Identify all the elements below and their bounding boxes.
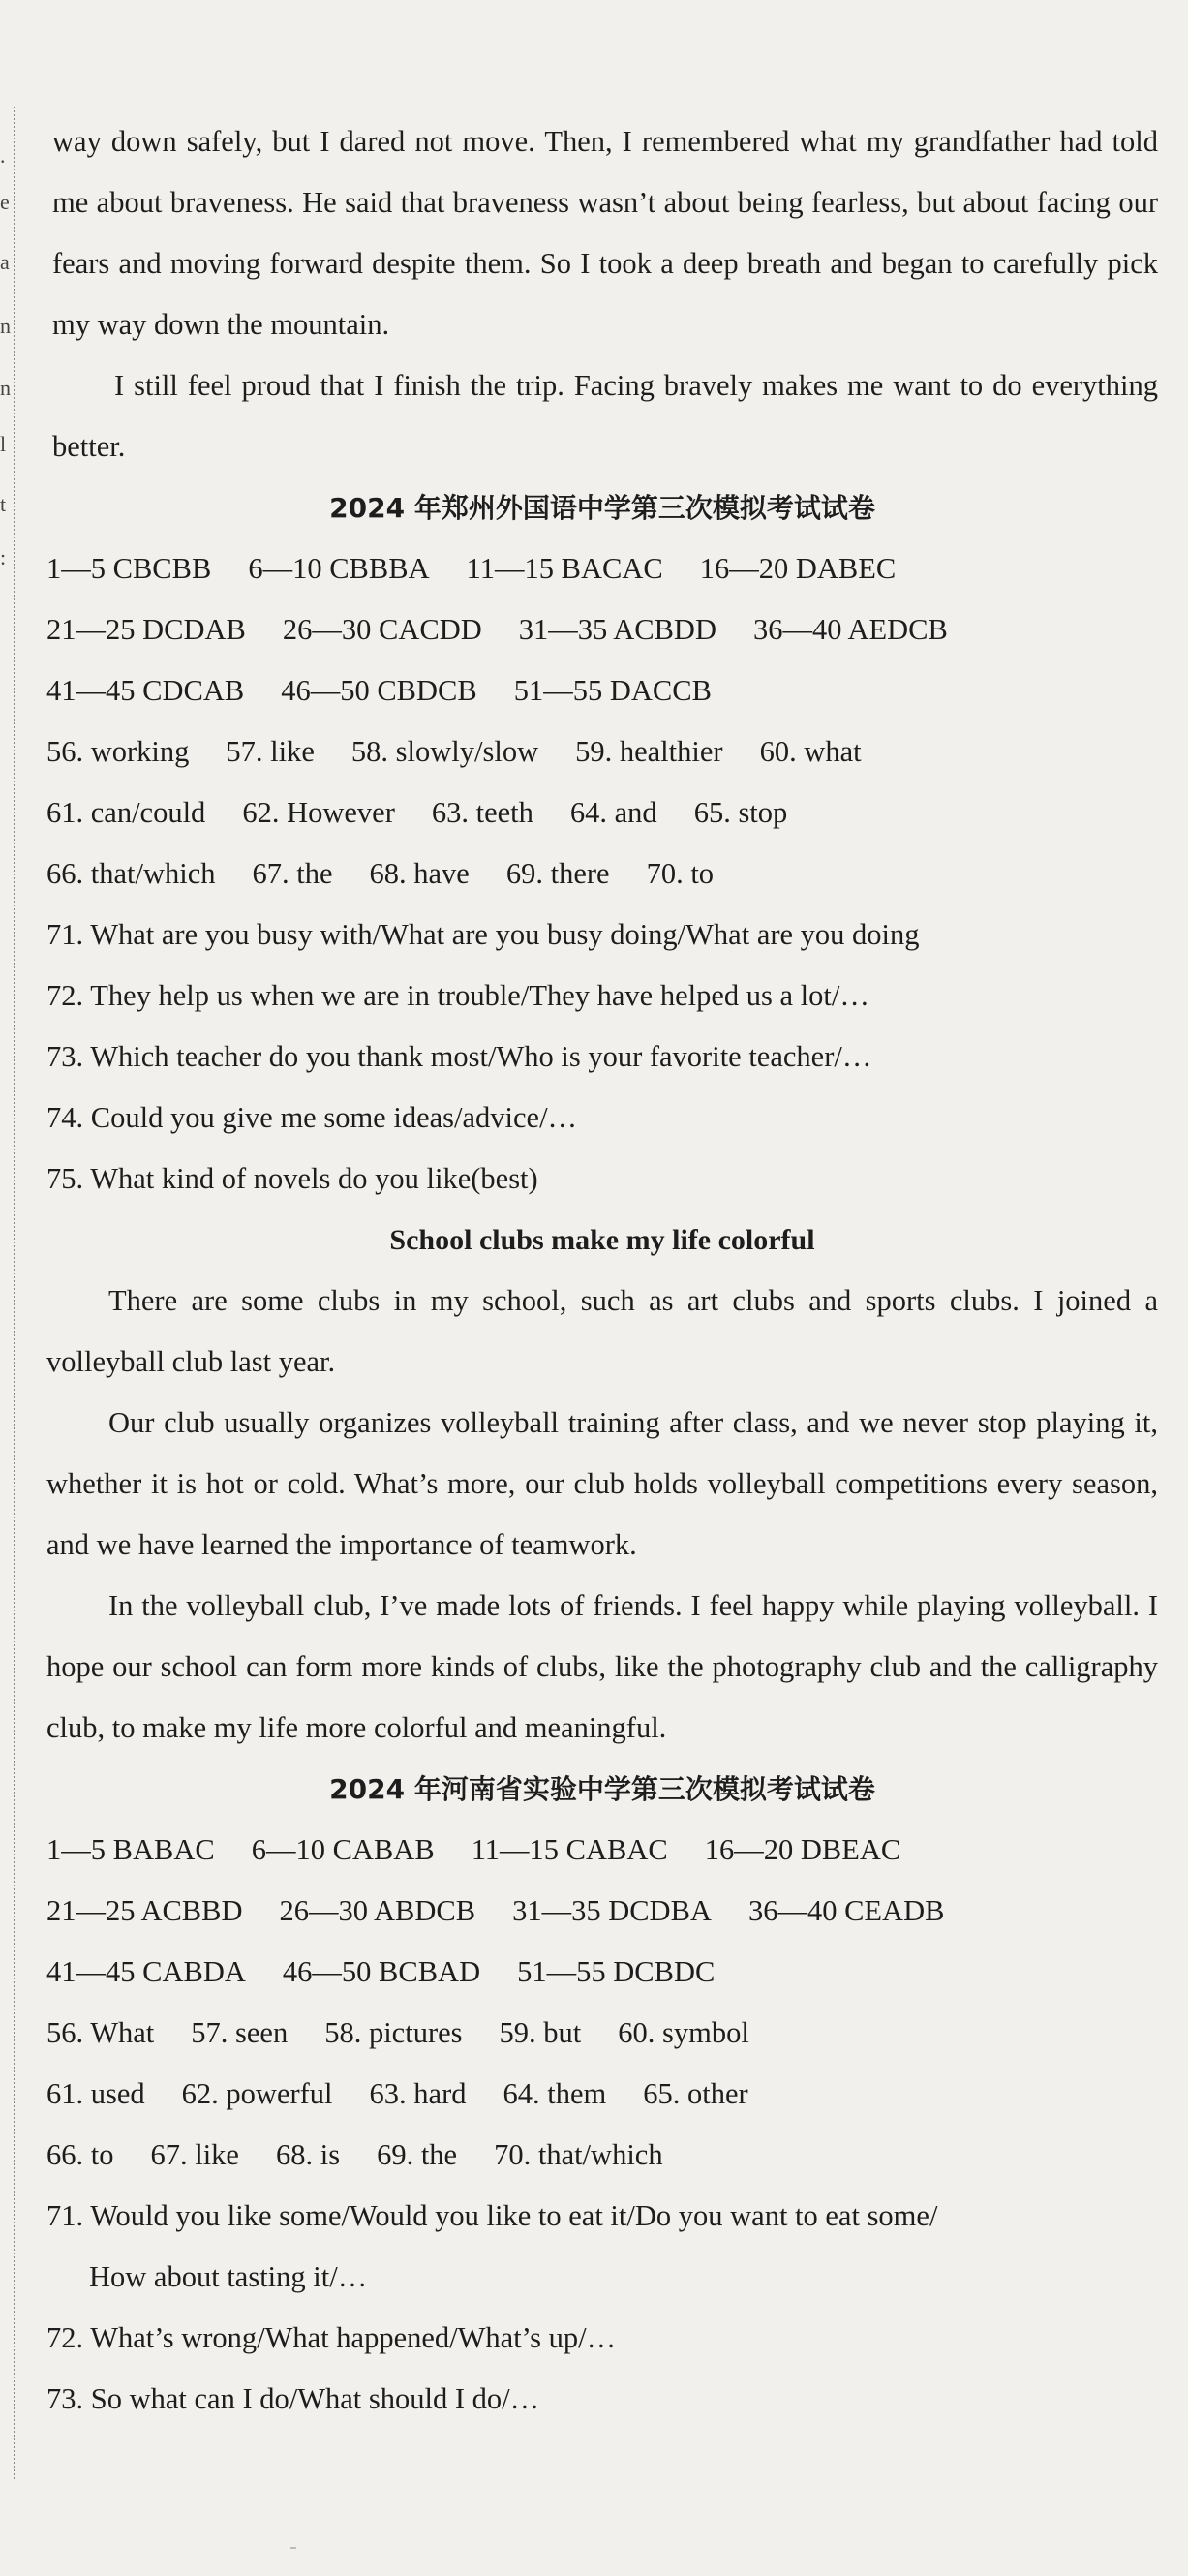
mc-group: 16—20 DABEC xyxy=(699,552,897,585)
essay-title: School clubs make my life colorful xyxy=(389,1224,815,1256)
mc-group: 26—30 CACDD xyxy=(282,613,482,646)
fill-row xyxy=(46,843,1158,905)
mc-group: 31—35 ACBDD xyxy=(518,613,716,646)
sentence-answers xyxy=(46,2186,1158,2430)
mc-group: 6—10 CABAB xyxy=(251,1833,435,1866)
margin-mark: t xyxy=(0,492,7,516)
answer-page xyxy=(46,111,1158,2430)
mc-group: 31—35 DCDBA xyxy=(512,1894,712,1927)
binding-margin-line xyxy=(14,107,15,2479)
sentence-answer: 71. What are you busy with/What are you busy doing/What are you doing xyxy=(46,918,920,951)
mc-answers xyxy=(46,1820,1158,2003)
mc-group: 6—10 CBBBA xyxy=(248,552,430,585)
section-title: 2024 年河南省实验中学第三次模拟考试试卷 xyxy=(329,1773,875,1805)
mc-group: 21—25 DCDAB xyxy=(46,613,246,646)
essay-paragraph: There are some clubs in my school, such as art clubs and sports clubs. I joined a volleyball club last year. xyxy=(46,1284,1158,1378)
fill-answer: 61. used xyxy=(46,2077,145,2110)
fill-answers xyxy=(46,721,1158,905)
mc-group: 46—50 CBDCB xyxy=(281,674,477,707)
fill-row xyxy=(46,2064,1158,2125)
mc-group: 21—25 ACBBD xyxy=(46,1894,243,1927)
fill-answer: 67. like xyxy=(150,2138,239,2171)
fill-answer: 66. that/which xyxy=(46,857,216,890)
fill-answer: 69. there xyxy=(505,857,610,890)
mc-row xyxy=(46,599,1158,660)
fill-answer: 61. can/could xyxy=(46,796,206,829)
mc-group: 11—15 CABAC xyxy=(471,1833,668,1866)
margin-mark: e xyxy=(0,190,10,214)
mc-group: 26—30 ABDCB xyxy=(279,1894,476,1927)
sentence-answers xyxy=(46,905,1158,1210)
fill-answer: 70. that/which xyxy=(494,2138,663,2171)
fill-answer: 62. powerful xyxy=(181,2077,333,2110)
mc-group: 1—5 BABAC xyxy=(46,1833,215,1866)
fill-answers xyxy=(46,2003,1158,2186)
mc-group: 16—20 DBEAC xyxy=(704,1833,901,1866)
fill-row xyxy=(46,2125,1158,2186)
margin-mark: n xyxy=(0,376,11,400)
mc-group: 51—55 DACCB xyxy=(513,674,712,707)
fill-answer: 67. the xyxy=(252,857,333,890)
fill-row xyxy=(46,2003,1158,2064)
margin-mark: a xyxy=(0,250,10,274)
fill-answer: 58. slowly/slow xyxy=(350,735,539,768)
mc-group: 46—50 BCBAD xyxy=(282,1955,481,1988)
fill-answer: 59. healthier xyxy=(575,735,723,768)
fill-answer: 59. but xyxy=(499,2016,582,2049)
sentence-answer: 75. What kind of novels do you like(best) xyxy=(46,1162,538,1195)
mc-row xyxy=(46,1820,1158,1881)
section-title: 2024 年郑州外国语中学第三次模拟考试试卷 xyxy=(329,492,875,524)
mc-group: 36—40 AEDCB xyxy=(753,613,948,646)
scan-speck xyxy=(290,2547,296,2549)
fill-row xyxy=(46,721,1158,782)
fill-answer: 68. is xyxy=(275,2138,341,2171)
margin-mark: n xyxy=(0,314,11,338)
sentence-answer: 73. So what can I do/What should I do/… xyxy=(46,2382,540,2415)
fill-answer: 63. hard xyxy=(369,2077,467,2110)
sentence-answer: 73. Which teacher do you thank most/Who is your favorite teacher/… xyxy=(46,1040,872,1073)
intro-essay xyxy=(52,111,1158,477)
fill-answer: 56. working xyxy=(46,735,190,768)
fill-answer: 69. the xyxy=(377,2138,458,2171)
fill-answer: 64. and xyxy=(569,796,657,829)
fill-answer: 70. to xyxy=(646,857,715,890)
margin-mark: : xyxy=(0,545,7,569)
sentence-answer-continuation: How about tasting it/… xyxy=(89,2260,368,2293)
margin-marks xyxy=(0,0,14,581)
mc-group: 41—45 CABDA xyxy=(46,1955,246,1988)
fill-answer: 60. what xyxy=(759,735,862,768)
fill-answer: 62. However xyxy=(242,796,395,829)
model-essay xyxy=(46,1271,1158,1759)
mc-row xyxy=(46,660,1158,721)
fill-answer: 68. have xyxy=(369,857,470,890)
essay-paragraph: Our club usually organizes volleyball training after class, and we never stop playing it, whether it is hot or cold. What’s more, our club holds volleyball competitions every season, and we have learned the importance of teamwork. xyxy=(46,1406,1158,1561)
mc-group: 1—5 CBCBB xyxy=(46,552,212,585)
fill-answer: 63. teeth xyxy=(431,796,533,829)
margin-mark: . xyxy=(0,143,6,168)
fill-answer: 57. like xyxy=(226,735,315,768)
fill-answer: 64. them xyxy=(503,2077,607,2110)
sentence-answer: 74. Could you give me some ideas/advice/… xyxy=(46,1101,578,1134)
mc-group: 41—45 CDCAB xyxy=(46,674,245,707)
mc-group: 51—55 DCBDC xyxy=(517,1955,716,1988)
essay-paragraph: I still feel proud that I finish the trip. Facing bravely makes me want to do everything better. xyxy=(52,369,1158,463)
sentence-answer: 72. They help us when we are in trouble/They have helped us a lot/… xyxy=(46,979,869,1012)
sentence-answer: 71. Would you like some/Would you like to eat it/Do you want to eat some/ xyxy=(46,2199,938,2232)
mc-row xyxy=(46,1881,1158,1942)
fill-row xyxy=(46,782,1158,843)
margin-mark: l xyxy=(0,432,7,456)
essay-paragraph: way down safely, but I dared not move. Then, I remembered what my grandfather had told me about braveness. He said that braveness wasn’t about being fearless, but about facing our fears and moving forward despite them. So I took a deep breath and began to carefully pick my way down the mountain. xyxy=(52,125,1158,341)
section-henan xyxy=(46,1759,1158,2430)
mc-row xyxy=(46,1942,1158,2003)
mc-row xyxy=(46,538,1158,599)
fill-answer: 58. pictures xyxy=(324,2016,463,2049)
fill-answer: 56. What xyxy=(46,2016,155,2049)
fill-answer: 65. other xyxy=(643,2077,748,2110)
essay-paragraph: In the volleyball club, I’ve made lots of friends. I feel happy while playing volleyball. I hope our school can form more kinds of clubs, like the photography club and the calligraphy club, to make my life more colorful and meaningful. xyxy=(46,1589,1158,1744)
mc-group: 11—15 BACAC xyxy=(466,552,663,585)
fill-answer: 60. symbol xyxy=(618,2016,749,2049)
fill-answer: 57. seen xyxy=(191,2016,289,2049)
fill-answer: 65. stop xyxy=(693,796,788,829)
mc-answers xyxy=(46,538,1158,721)
fill-answer: 66. to xyxy=(46,2138,114,2171)
section-zhengzhou xyxy=(46,477,1158,1759)
mc-group: 36—40 CEADB xyxy=(747,1894,945,1927)
sentence-answer: 72. What’s wrong/What happened/What’s up/… xyxy=(46,2321,617,2354)
